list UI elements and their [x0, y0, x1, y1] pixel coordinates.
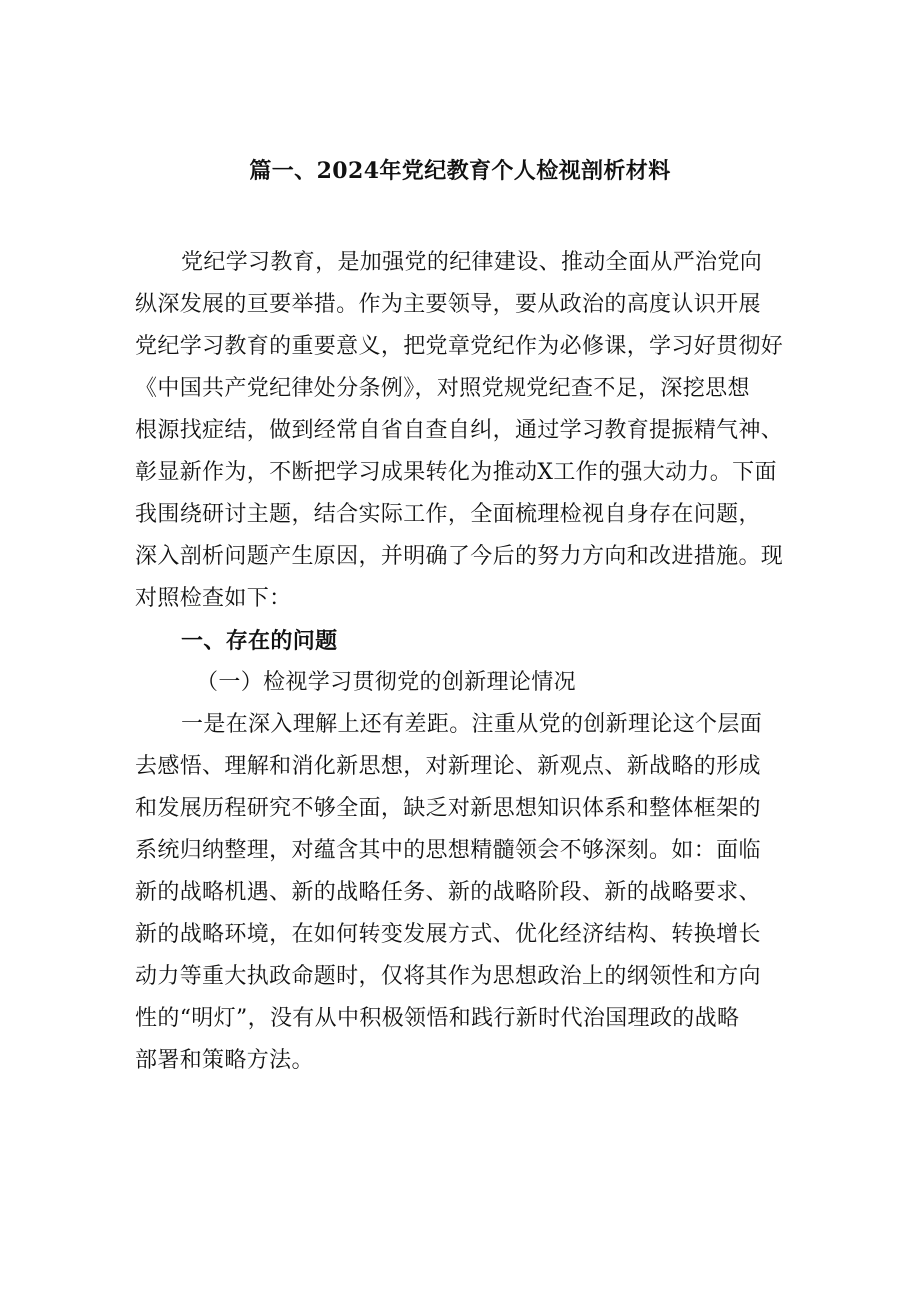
body-line: 新的战略环境，在如何转变发展方式、优化经济结构、转换增长	[135, 922, 761, 947]
body-line: 新的战略机遇、新的战略任务、新的战略阶段、新的战略要求、	[135, 880, 761, 905]
subsection-heading: （一）检视学习贯彻党的创新理论情况	[196, 670, 576, 695]
intro-line: 根源找症结，做到经常自省自查自纠，通过学习教育提振精气神、	[135, 418, 784, 443]
intro-line: 《中国共产党纪律处分条例》，对照党规党纪查不足，深挖思想	[135, 376, 750, 401]
body-line: 性的“明灯”，没有从中积极领悟和践行新时代治国理政的战略	[135, 1006, 740, 1031]
intro-line: 我围绕研讨主题，结合实际工作，全面梳理检视自身存在问题，	[135, 502, 761, 527]
body-line: 动力等重大执政命题时，仅将其作为思想政治上的纲领性和方向	[135, 964, 761, 989]
intro-line: 彰显新作为，不断把学习成果转化为推动X工作的强大动力。下面	[135, 460, 777, 485]
body-line: 一是在深入理解上还有差距。注重从党的创新理论这个层面	[181, 712, 763, 737]
intro-line: 深入剖析问题产生原因，并明确了今后的努力方向和改进措施。现	[135, 544, 784, 569]
intro-line: 对照检查如下：	[135, 586, 292, 611]
document-title: 篇一、2024年党纪教育个人检视剖析材料	[249, 158, 671, 184]
body-line: 去感悟、理解和消化新思想，对新理论、新观点、新战略的形成	[135, 754, 761, 779]
intro-line: 纵深发展的亘要举措。作为主要领导，要从政治的高度认识开展	[135, 292, 761, 317]
section-heading: 一、存在的问题	[181, 628, 338, 654]
intro-line: 党纪学习教育，是加强党的纪律建设、推动全面从严治党向	[181, 250, 763, 275]
intro-line: 党纪学习教育的重要意义，把党章党纪作为必修课，学习好贯彻好	[135, 334, 784, 359]
body-line: 部署和策略方法。	[135, 1048, 314, 1073]
body-line: 和发展历程研究不够全面，缺乏对新思想知识体系和整体框架的	[135, 796, 761, 821]
body-line: 系统归纳整理，对蕴含其中的思想精髓领会不够深刻。如：面临	[135, 838, 761, 863]
